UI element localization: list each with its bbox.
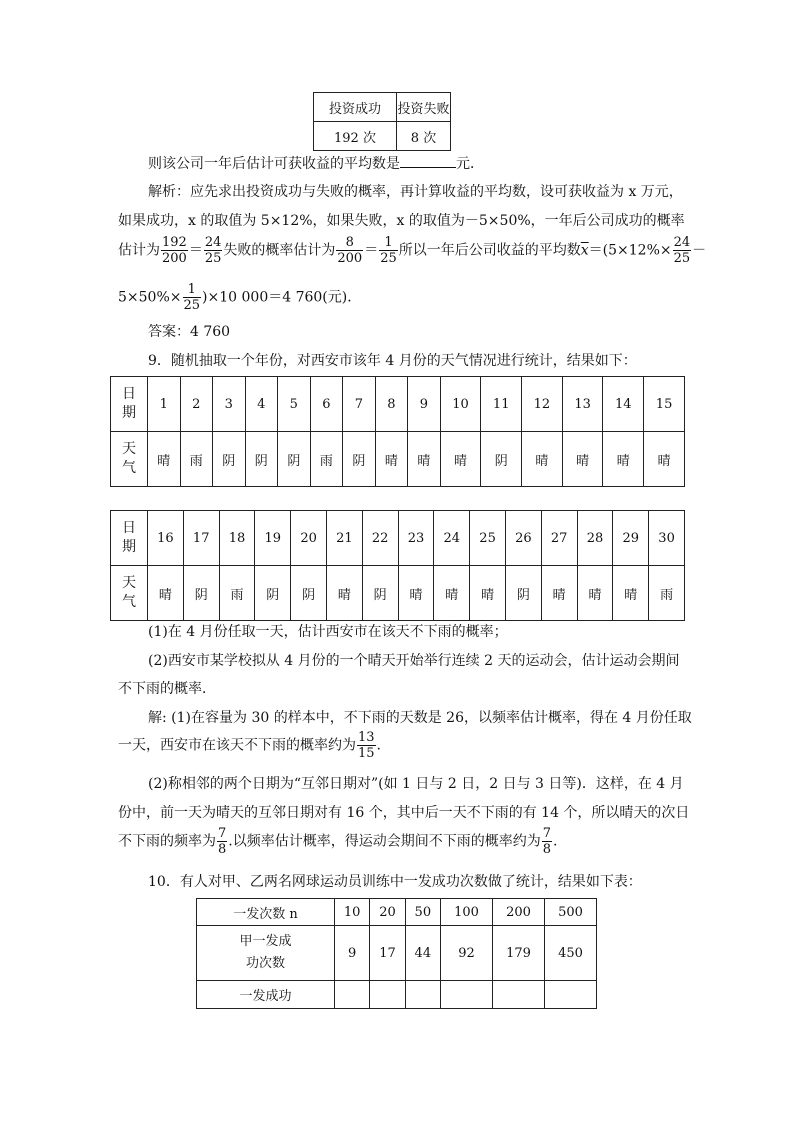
q8-answer: 答案：4 760	[148, 324, 231, 340]
date-cell: 11	[481, 377, 522, 432]
weather-cell: 晴	[148, 566, 184, 621]
weather-cell: 晴	[577, 566, 613, 621]
date-cell: 16	[148, 511, 184, 566]
serve-count-cell: 100	[440, 899, 492, 926]
weather-cell: 晴	[375, 432, 408, 487]
serve-count-cell: 20	[370, 899, 405, 926]
weather-cell: 晴	[148, 432, 181, 487]
q9-stem: 9．随机抽取一个年份，对西安市该年 4 月份的天气情况进行统计，结果如下：	[148, 353, 637, 369]
date-cell: 29	[613, 511, 649, 566]
fraction: $\frac{7}{8}$	[218, 826, 227, 857]
row-label-serves: 一发次数 n	[197, 899, 335, 926]
weather-cell: 晴	[434, 566, 470, 621]
weather-cell: 阴	[481, 432, 522, 487]
date-cell: 6	[310, 377, 343, 432]
serve-count-cell: 10	[335, 899, 370, 926]
answer-blank	[400, 153, 456, 168]
success-count-cell: 17	[370, 926, 405, 981]
q9-part1: (1)在 4 月份任取一天，估计西安市在该天不下雨的概率；	[148, 624, 508, 640]
date-cell: 2	[180, 377, 213, 432]
invest-header-fail: 投资失败	[397, 93, 451, 122]
success-rate-cell	[440, 981, 492, 1009]
date-cell: 23	[398, 511, 434, 566]
row-label-date: 日 期	[111, 511, 148, 566]
date-cell: 25	[470, 511, 506, 566]
date-cell: 26	[505, 511, 541, 566]
success-rate-cell	[370, 981, 405, 1009]
date-cell: 15	[644, 377, 685, 432]
row-label-success-count: 甲一发成 功次数	[197, 926, 335, 981]
date-cell: 28	[577, 511, 613, 566]
success-count-cell: 9	[335, 926, 370, 981]
fraction: $\frac{8}{200}$	[337, 235, 363, 266]
serve-count-cell: 500	[544, 899, 596, 926]
weather-cell: 晴	[613, 566, 649, 621]
q8-solution-line2: 如果成功，x 的取值为 5×12%，如果失败，x 的取值为－5×50%，一年后公司成功的概率	[118, 213, 685, 229]
q9-part2-line2: 不下雨的概率．	[118, 681, 216, 697]
date-cell: 30	[649, 511, 685, 566]
date-cell: 22	[362, 511, 398, 566]
invest-table	[313, 92, 451, 151]
fraction: $\frac{1}{25}$	[380, 235, 397, 266]
date-cell: 17	[183, 511, 219, 566]
fraction: $\frac{7}{8}$	[542, 826, 552, 857]
date-cell: 3	[213, 377, 246, 432]
weather-cell: 晴	[603, 432, 644, 487]
weather-cell: 晴	[644, 432, 685, 487]
q9-solution2-line2: 份中，前一天为晴天的互邻日期对有 16 个，其中后一天不下雨的有 14 个，所以晴天的次日	[118, 805, 690, 821]
q8-question: 则该公司一年后估计可获收益的平均数是 元．	[148, 153, 484, 174]
serve-count-cell: 200	[492, 899, 544, 926]
success-rate-cell	[335, 981, 370, 1009]
weather-cell: 晴	[562, 432, 603, 487]
weather-cell: 阴	[343, 432, 376, 487]
weather-cell: 阴	[278, 432, 311, 487]
serve-table	[196, 898, 597, 1009]
success-count-cell: 44	[405, 926, 440, 981]
q8-solution-line1: 解析：应先求出投资成功与失败的概率，再计算收益的平均数，设可获收益为 x 万元，	[148, 184, 683, 200]
weather-table-2	[110, 510, 685, 621]
weather-cell: 晴	[408, 432, 441, 487]
fraction: $\frac{24}{25}$	[673, 235, 691, 266]
date-cell: 7	[343, 377, 376, 432]
date-cell: 14	[603, 377, 644, 432]
q8-solution-line4: 5×50%× $\frac{1}{25}$ )×10 000＝4 760(元)．	[118, 282, 362, 313]
weather-cell: 雨	[649, 566, 685, 621]
q9-solution1-line1: 解: (1)在容量为 30 的样本中，不下雨的天数是 26，以频率估计概率，得在 4 月份任取	[148, 710, 692, 726]
date-cell: 8	[375, 377, 408, 432]
fraction: $\frac{1}{25}$	[183, 282, 201, 313]
date-cell: 5	[278, 377, 311, 432]
fraction: $\frac{192}{200}$	[162, 235, 187, 266]
q9-solution1-line2: 一天，西安市在该天不下雨的概率约为 $\frac{13}{15}$ .	[118, 730, 381, 761]
q8-solution-line3: 估计为 $\frac{192}{200}$ ＝ $\frac{24}{25}$ 失败的概率估计为 $\frac{8}{200}$ ＝ $\frac{1}{25}$ 所以一年后公司收益的平均数$\overline{x}=(5\times 12\%\times$ $\frac{24}{25}$ －	[118, 235, 707, 266]
weather-cell: 阴	[245, 432, 278, 487]
weather-cell: 阴	[183, 566, 219, 621]
q9-part2-line1: (2)西安市某学校拟从 4 月份的一个晴天开始举行连续 2 天的运动会，估计运动会期间	[148, 653, 680, 669]
date-cell: 18	[219, 511, 255, 566]
date-cell: 12	[522, 377, 563, 432]
date-cell: 24	[434, 511, 470, 566]
success-count-cell: 450	[544, 926, 596, 981]
weather-cell: 雨	[310, 432, 343, 487]
weather-cell: 晴	[440, 432, 481, 487]
row-label-date: 日 期	[111, 377, 148, 432]
date-cell: 4	[245, 377, 278, 432]
fraction: $\frac{13}{15}$	[358, 730, 375, 761]
weather-cell: 雨	[180, 432, 213, 487]
date-cell: 10	[440, 377, 481, 432]
weather-table-1	[110, 376, 685, 487]
success-rate-cell	[405, 981, 440, 1009]
date-cell: 21	[326, 511, 362, 566]
weather-cell: 阴	[505, 566, 541, 621]
serve-count-cell: 50	[405, 899, 440, 926]
q10-stem: 10．有人对甲、乙两名网球运动员训练中一发成功次数做了统计，结果如下表：	[148, 874, 642, 890]
weather-cell: 晴	[470, 566, 506, 621]
invest-header-success: 投资成功	[314, 93, 397, 122]
date-cell: 9	[408, 377, 441, 432]
q9-solution2-line1: (2)称相邻的两个日期为“互邻日期对”(如 1 日与 2 日，2 日与 3 日等)．这样，在 4 月	[148, 776, 684, 792]
weather-cell: 阴	[362, 566, 398, 621]
date-cell: 1	[148, 377, 181, 432]
fraction: $\frac{24}{25}$	[204, 235, 222, 266]
date-cell: 19	[255, 511, 291, 566]
q9-solution2-line3: 不下雨的频率为 $\frac{7}{8}$ .以频率估计概率，得运动会期间不下雨的概率约为 $\frac{7}{8}$ .	[118, 826, 558, 857]
weather-cell: 晴	[541, 566, 577, 621]
row-label-weather: 天 气	[111, 566, 148, 621]
invest-value-fail: 8 次	[397, 122, 451, 151]
weather-cell: 晴	[398, 566, 434, 621]
weather-cell: 阴	[213, 432, 246, 487]
weather-cell: 晴	[522, 432, 563, 487]
date-cell: 20	[291, 511, 327, 566]
row-label-success-rate: 一发成功	[197, 981, 335, 1009]
date-cell: 27	[541, 511, 577, 566]
invest-value-success: 192 次	[314, 122, 397, 151]
row-label-weather: 天 气	[111, 432, 148, 487]
success-rate-cell	[492, 981, 544, 1009]
success-count-cell: 92	[440, 926, 492, 981]
success-rate-cell	[544, 981, 596, 1009]
weather-cell: 阴	[291, 566, 327, 621]
success-count-cell: 179	[492, 926, 544, 981]
weather-cell: 阴	[255, 566, 291, 621]
weather-cell: 雨	[219, 566, 255, 621]
weather-cell: 晴	[326, 566, 362, 621]
date-cell: 13	[562, 377, 603, 432]
